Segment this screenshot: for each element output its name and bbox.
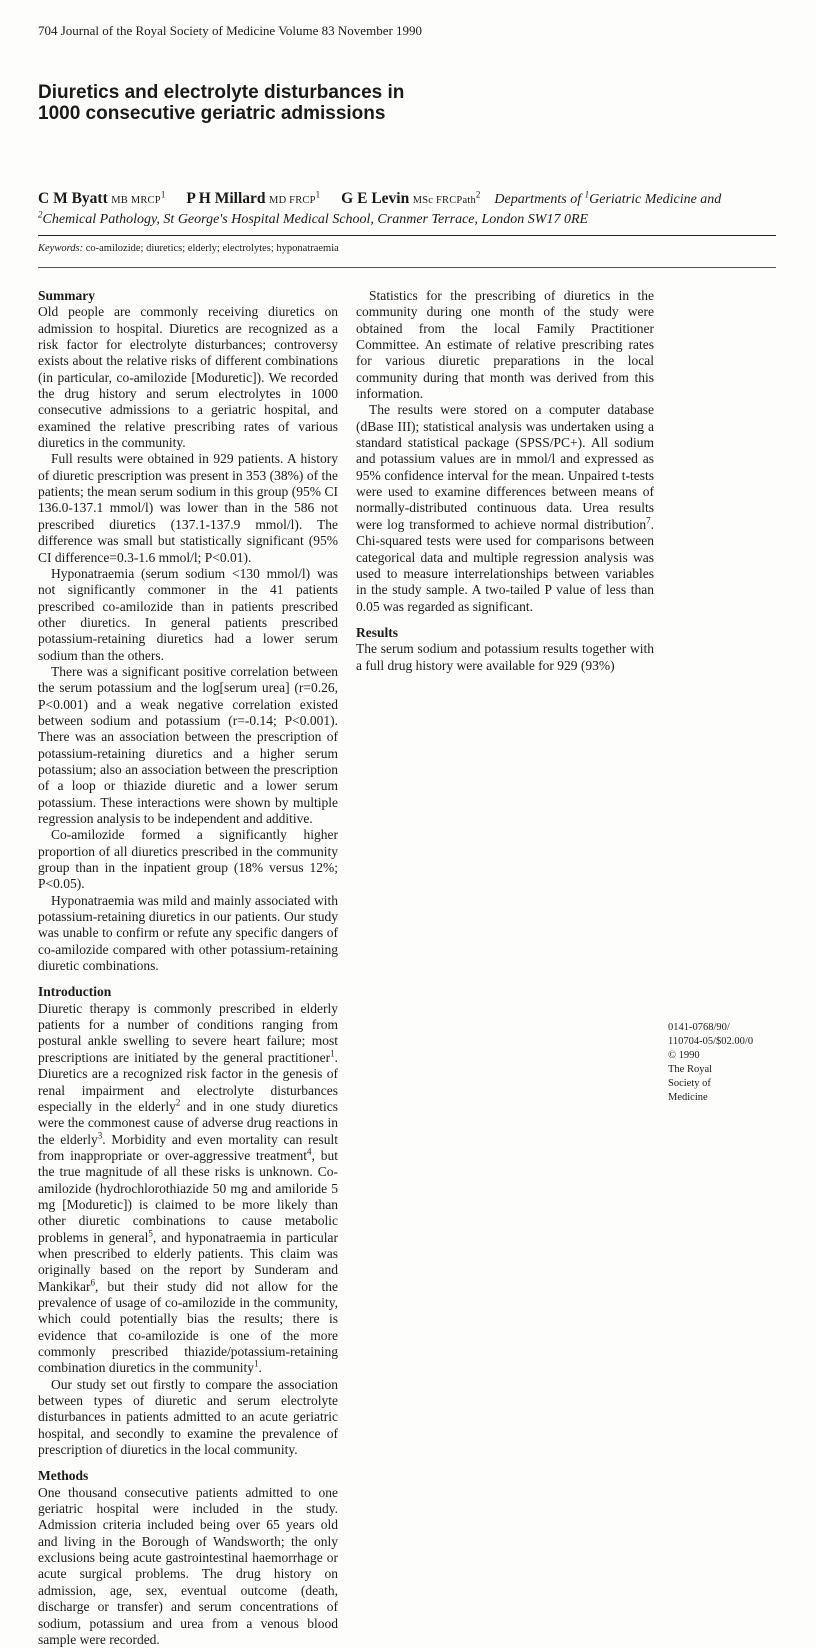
methods-paragraph: One thousand consecutive patients admitted to one geriatric hospital were included in the study. Admission criteria included being over 65 years old and living in the Borough of Wandsworth; the only exclusions being acute gastrointestinal haemorrhage or acute surgical problems. The drug history on admission, age, sex, eventual outcome (death, discharge or transfer) and serum concentrations of sodium, potassium and urea from a venous blood sample were recorded. xyxy=(38,1484,338,1647)
header-rule xyxy=(38,235,776,236)
introduction-paragraph: Our study set out firstly to compare the association between types of diuretic and serum electrolyte disturbances in patients admitted to an acute geriatric hospital, and secondly to examine the prevalence of prescription of diuretics in the local community. xyxy=(38,1376,338,1458)
methods-heading: Methods xyxy=(38,1468,89,1484)
running-head: 704 Journal of the Royal Society of Medicine Volume 83 November 1990 xyxy=(38,23,423,38)
results-heading: Results xyxy=(356,624,399,640)
keywords-rule xyxy=(38,267,776,268)
author-degrees: MSc FRCPath xyxy=(412,195,476,206)
summary-paragraph: Full results were obtained in 929 patients. A history of diuretic prescription was present in 353 (38%) of the patients; the mean serum sodium in this group (95% CI 136.0-137.1 mmol/l) was lower than in the 586 not prescribed diuretics (137.1-137.9 mmol/l). The difference was small but statistically significant (95% CI difference=0.3-1.6 mmol/l; P<0.01). xyxy=(38,451,338,565)
results-paragraph: The serum sodium and potassium results together with a full drug history were available for 929 (93%) xyxy=(356,641,654,673)
methods-paragraph: Statistics for the prescribing of diuretics in the community during one month of the study were obtained from the local Family Practitioner Committee. An estimate of relative prescribing rates for various diuretic preparations in the local community during that month was derived from this information. xyxy=(356,288,654,402)
summary-paragraph: Hyponatraemia (serum sodium <130 mmol/l) was not significantly commoner in the 41 patients prescribed co-amilozide than in patients prescribed other diuretics. In general patients prescribed potassium-retaining diuretics had a lower serum sodium than the others. xyxy=(38,565,338,663)
author-affil-mark: 1 xyxy=(315,189,321,200)
sidebar-line: Society of xyxy=(668,1078,711,1089)
author-affil-mark: 1 xyxy=(160,189,166,200)
keywords-label: Keywords: xyxy=(38,243,84,254)
author-degrees: MD FRCP xyxy=(269,195,316,206)
keywords-text: co-amilozide; diuretics; elderly; electrolytes; hyponatraemia xyxy=(83,243,339,254)
introduction-heading: Introduction xyxy=(38,984,112,1000)
summary-paragraph: Old people are commonly receiving diuretics on admission to hospital. Diuretics are recognized as a risk factor for electrolyte disturbances; controversy exists about the relative risks of different combinations (in particular, co-amilozide [Moduretic]). We recorded the drug history and serum electrolytes in 1000 consecutive admissions to a geriatric hospital, and examined the relative prescribing rates of various diuretics in the community. xyxy=(38,304,338,451)
summary-paragraph: Hyponatraemia was mild and mainly associated with potassium-retaining diuretics in our patients. Our study was unable to confirm or refute any specific dangers of co-amilozide compared with other potassium-retaining diuretic combinations. xyxy=(38,892,338,974)
sidebar-line: © 1990 xyxy=(668,1050,700,1061)
author-name: C M Byatt xyxy=(38,190,108,207)
author-affil-mark: 2 xyxy=(475,189,481,200)
author-block xyxy=(38,189,778,229)
summary-heading: Summary xyxy=(38,288,95,303)
methods-paragraph: The results were stored on a computer database (dBase III); statistical analysis was undertaken using a standard statistical package (SPSS/PC+). All sodium and potassium values are in mmol/l and expressed as 95% confidence interval for the mean. Unpaired t-tests were used to examine differences between means of normally-distributed continuous data. Urea results were log transformed to achieve normal distribution$^7$. Chi-squared tests were used for comparisons between categorical data and multiple regression analysis was used to measure interrelationships between variables in the study sample. A two-tailed P value of less than 0.05 was regarded as significant. xyxy=(356,402,654,614)
sidebar-line: 110704-05/$02.00/0 xyxy=(668,1036,754,1047)
title-line-2: 1000 consecutive geriatric admissions xyxy=(38,103,386,124)
author-name: G E Levin xyxy=(341,190,410,207)
keywords xyxy=(38,243,339,254)
summary-paragraph: There was a significant positive correlation between the serum potassium and the log[serum urea] (r=0.26, P<0.001) and a weak negative correlation existed between sodium and potassium (r=-0.14; P<0.001). There was an association between the prescription of potassium-retaining diuretics and a higher serum potassium; also an association between the prescription of a loop or thiazide diuretic and a lower serum potassium. These interactions were shown by multiple regression analysis to be independent and additive. xyxy=(38,663,338,826)
column-left xyxy=(38,288,338,1648)
author-degrees: MB MRCP xyxy=(111,195,161,206)
sidebar-line: The Royal xyxy=(668,1064,713,1075)
article-title xyxy=(38,82,498,124)
sidebar-line: 0141-0768/90/ xyxy=(668,1022,730,1033)
sidebar-line: Medicine xyxy=(668,1092,708,1103)
author-name: P H Millard xyxy=(186,190,266,207)
summary-paragraph: Co-amilozide formed a significantly higher proportion of all diuretics prescribed in the community group than in the inpatient group (18% versus 12%; P<0.05). xyxy=(38,827,338,892)
copyright-sidebar xyxy=(668,1021,788,1105)
affiliation: Departments of $^1$Geriatric Medicine and $^2$Chemical Pathology, St George's Hospital Medical School, Cranmer Terrace, London SW17 0RE xyxy=(38,189,722,227)
column-right xyxy=(356,288,654,674)
introduction-paragraph: Diuretic therapy is commonly prescribed in elderly patients for a number of conditions ranging from postural ankle swelling to severe heart failure; most prescriptions are initiated by the general practitioner$^1$. Diuretics are a recognized risk factor in the genesis of renal impairment and electrolyte disturbances especially in the elderly$^2$ and in one study diuretics were the commonest cause of adverse drug reactions in the elderly$^3$. Morbidity and even mortality can result from inappropriate or over-aggressive treatment$^4$, but the true magnitude of all these risks is unknown. Co-amilozide (hydrochlorothiazide 50 mg and amiloride 5 mg [Moduretic]) is claimed to be more likely than other diuretic combinations to cause metabolic problems in general$^5$, and hyponatraemia in particular when prescribed to elderly patients. This claim was originally based on the report by Sunderam and Mankikar$^6$, but their study did not allow for the prevalence of usage of co-amilozide in the community, which could potentially bias the results; there is evidence that co-amilozide is one of the more commonly prescribed thiazide/potassium-retaining combination diuretics in the community$^1$. xyxy=(38,1000,338,1376)
title-line-1: Diuretics and electrolyte disturbances in xyxy=(38,82,405,103)
